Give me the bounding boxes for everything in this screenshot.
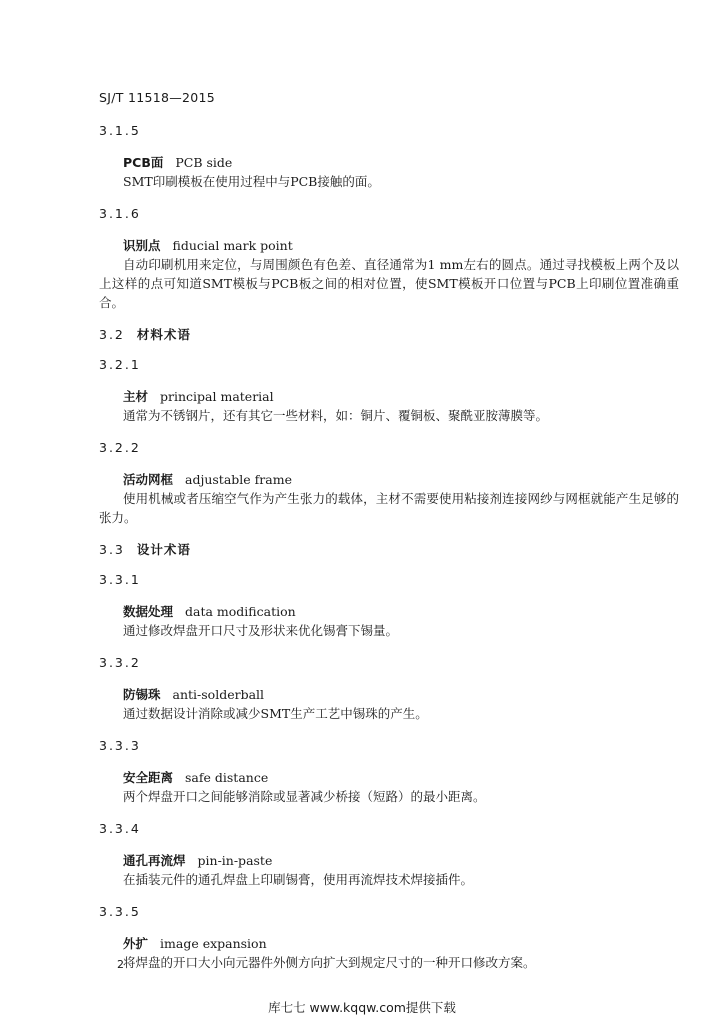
- term-definition: 通过修改焊盘开口尺寸及形状来优化锡膏下锡量。: [123, 623, 399, 638]
- section-heading: [99, 326, 679, 344]
- clause-number: 3.2.2: [99, 440, 141, 455]
- term: [99, 686, 679, 704]
- term: [99, 237, 679, 255]
- clause-number: 3.3.2: [99, 655, 141, 670]
- section-heading: [99, 541, 679, 559]
- clause-number: 3.3.4: [99, 821, 141, 836]
- document-body: [99, 122, 679, 972]
- term-en: adjustable frame: [185, 472, 292, 487]
- term-zh: 主材: [123, 389, 149, 404]
- term-zh: 识别点: [123, 238, 161, 253]
- clause-number: 3.1.5: [99, 123, 141, 138]
- term-en: image expansion: [160, 936, 267, 951]
- term-zh: 防锡珠: [123, 687, 161, 702]
- term-zh: 安全距离: [123, 770, 174, 785]
- term-en: pin-in-paste: [197, 853, 273, 868]
- footer-download-note: 库七七 www.kqqw.com提供下载: [268, 1000, 456, 1015]
- clause-number: 3.2.1: [99, 357, 141, 372]
- term-en: anti-solderball: [172, 687, 265, 702]
- term-definition: 将焊盘的开口大小向元器件外侧方向扩大到规定尺寸的一种开口修改方案。: [123, 955, 536, 970]
- term: [99, 852, 679, 870]
- clause-number: 3.1.6: [99, 206, 141, 221]
- term-definition: 使用机械或者压缩空气作为产生张力的载体，主材不需要使用粘接剂连接网纱与网框就能产生足够的张力。: [99, 491, 679, 525]
- clause-number: 3.3.1: [99, 572, 141, 587]
- term: [99, 388, 679, 406]
- section-title: 设计术语: [136, 542, 191, 557]
- term: [99, 769, 679, 787]
- term-zh: 活动网框: [123, 472, 174, 487]
- clause-number: 3.3.3: [99, 738, 141, 753]
- clause-number: 3.3.5: [99, 904, 141, 919]
- term-zh: 数据处理: [123, 604, 174, 619]
- term-en: principal material: [160, 389, 274, 404]
- section-title: 材料术语: [136, 327, 191, 342]
- section-number: 3.2: [99, 327, 125, 342]
- term-definition: SMT印刷模板在使用过程中与PCB接触的面。: [123, 174, 380, 189]
- term-definition: 通过数据设计消除或减少SMT生产工艺中锡珠的产生。: [123, 706, 428, 721]
- term-zh: 外扩: [123, 936, 149, 951]
- page-number: 2: [117, 958, 124, 971]
- term: [99, 603, 679, 621]
- section-number: 3.3: [99, 542, 125, 557]
- term-zh: PCB面: [123, 155, 164, 170]
- term-en: data modification: [185, 604, 296, 619]
- term-zh: 通孔再流焊: [123, 853, 186, 868]
- term-definition: 两个焊盘开口之间能够消除或显著减少桥接（短路）的最小距离。: [123, 789, 486, 804]
- term-definition: 通常为不锈钢片，还有其它一些材料，如：铜片、覆铜板、聚酰亚胺薄膜等。: [123, 408, 549, 423]
- term-en: safe distance: [185, 770, 269, 785]
- standard-code: SJ/T 11518—2015: [99, 90, 216, 105]
- term-en: PCB side: [175, 155, 233, 170]
- term-definition: 在插装元件的通孔焊盘上印刷锡膏，使用再流焊技术焊接插件。: [123, 872, 474, 887]
- term: [99, 471, 679, 489]
- term-en: fiducial mark point: [172, 238, 293, 253]
- term: [99, 154, 679, 172]
- term: [99, 935, 679, 953]
- term-definition: 自动印刷机用来定位，与周围颜色有色差、直径通常为1 mm左右的圆点。通过寻找模板上两个及以上这样的点可知道SMT模板与PCB板之间的相对位置，使SMT模板开口位置与PCB上印刷位置准确重合。: [99, 257, 679, 310]
